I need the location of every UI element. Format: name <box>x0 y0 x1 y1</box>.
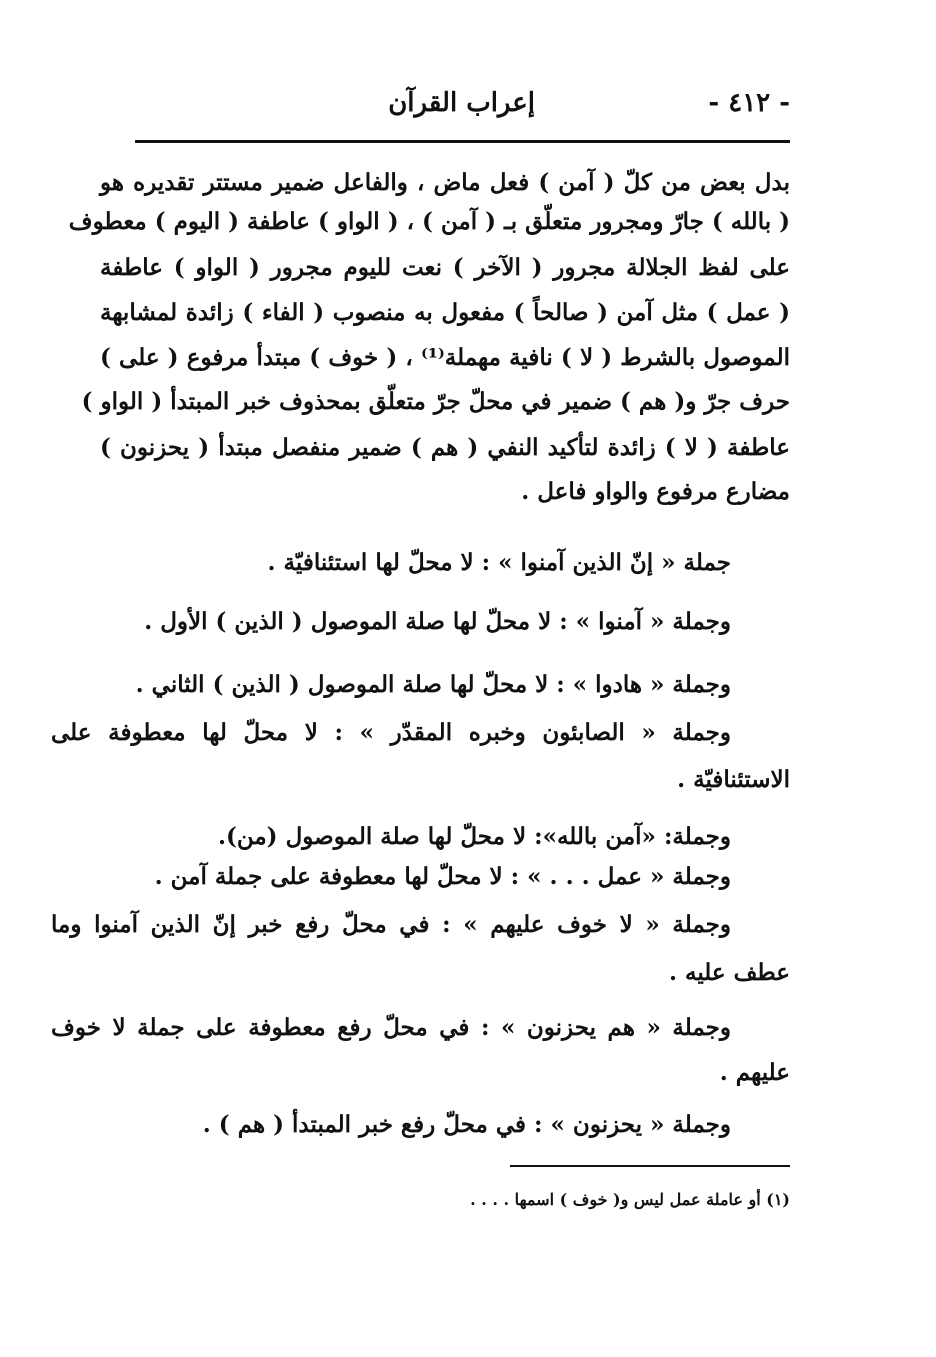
header-rule <box>135 140 790 143</box>
paragraph-line: ( عمل ) مثل آمن ( صالحاً ) مفعول به منصوب ( الفاء ) زائدة لمشابهة <box>100 299 790 326</box>
sentence: وجملة « هم يحزنون » : في محلّ رفع معطوفة على جملة لا خوف <box>51 1014 731 1041</box>
paragraph-line: حرف جرّ و( هم ) ضمير في محلّ جرّ متعلّق بمحذوف خبر المبتدأ ( الواو ) <box>81 388 790 415</box>
sentence-continuation: عليهم . <box>719 1059 790 1086</box>
sentence: وجملة « الصابئون وخبره المقدّر » : لا محلّ لها معطوفة على <box>51 719 731 746</box>
footnote-rule <box>510 1165 790 1167</box>
page-number: - ٤١٢ - <box>708 88 790 118</box>
footnote: (١) أو عاملة عمل ليس و( خوف ) اسمها . . . . <box>470 1190 790 1209</box>
paragraph-line: عاطفة ( لا ) زائدة لتأكيد النفي ( هم ) ضمير منفصل مبتدأ ( يحزنون ) <box>100 434 790 461</box>
sentence: وجملة « آمنوا » : لا محلّ لها صلة الموصول ( الذين ) الأول . <box>144 608 731 635</box>
sentence: جملة « إنّ الذين آمنوا » : لا محلّ لها استئنافيّة . <box>267 549 731 576</box>
sentence: وجملة: «آمن بالله»: لا محلّ لها صلة الموصول (من). <box>217 823 731 850</box>
sentence: وجملة « هادوا » : لا محلّ لها صلة الموصول ( الذين ) الثاني . <box>135 671 731 698</box>
paragraph-line: ( بالله ) جارّ ومجرور متعلّق بـ ( آمن ) ، ( الواو ) عاطفة ( اليوم ) معطوف <box>68 208 790 235</box>
sentence: وجملة « يحزنون » : في محلّ رفع خبر المبتدأ ( هم ) . <box>202 1111 731 1138</box>
paragraph-line: مضارع مرفوع والواو فاعل . <box>521 478 790 505</box>
book-title: إعراب القرآن <box>388 88 535 118</box>
sentence: وجملة « عمل . . . » : لا محلّ لها معطوفة على جملة آمن . <box>154 863 731 890</box>
page-header <box>105 88 790 128</box>
sentence-continuation: الاستئنافيّة . <box>677 766 790 793</box>
sentence-continuation: عطف عليه . <box>668 959 790 986</box>
paragraph-line: بدل بعض من كلّ ( آمن ) فعل ماض ، والفاعل ضمير مستتر تقديره هو <box>100 169 790 196</box>
sentence: وجملة « لا خوف عليهم » : في محلّ رفع خبر إنّ الذين آمنوا وما <box>51 911 731 938</box>
paragraph-line: الموصول بالشرط ( لا ) نافية مهملة⁽¹⁾ ، ( خوف ) مبتدأ مرفوع ( على ) <box>100 344 790 371</box>
paragraph-line: على لفظ الجلالة مجرور ( الآخر ) نعت لليوم مجرور ( الواو ) عاطفة <box>100 254 790 281</box>
